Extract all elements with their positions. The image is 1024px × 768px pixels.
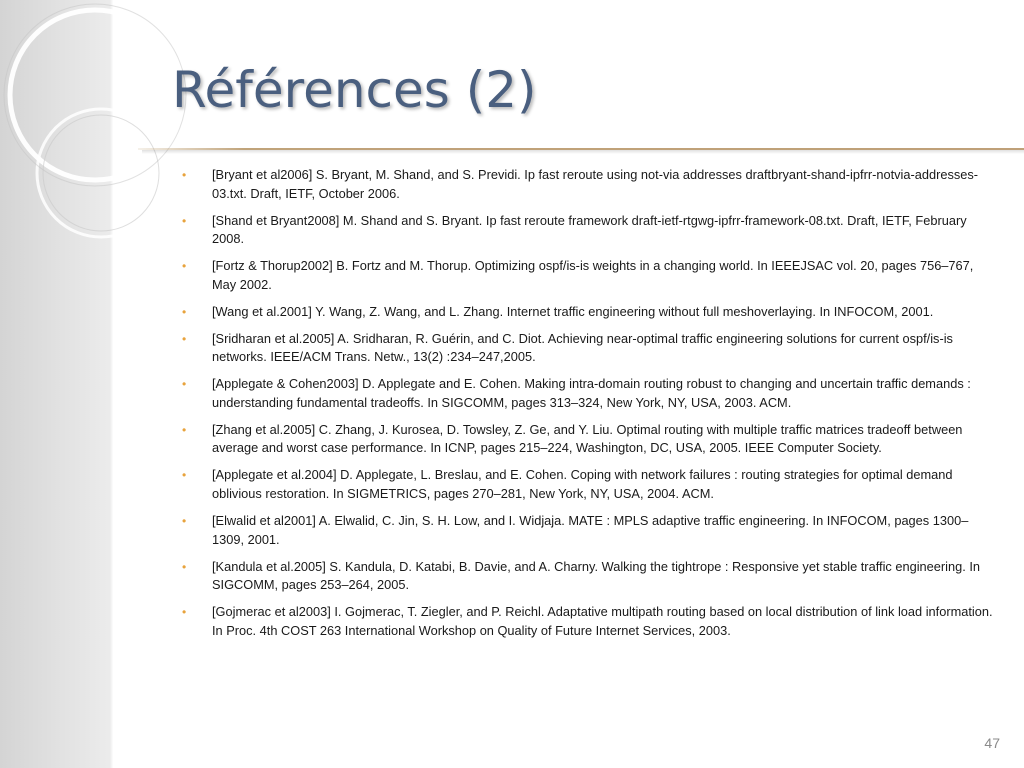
- bullet-icon: •: [182, 559, 187, 574]
- reference-text: [Bryant et al2006] S. Bryant, M. Shand, and S. Previdi. Ip fast reroute using not-via addresses draftbryant-shand-ipfrr-notvia-addresses-03.txt. Draft, IETF, October 2006.: [212, 167, 979, 201]
- reference-text: [Kandula et al.2005] S. Kandula, D. Katabi, B. Davie, and A. Charny. Walking the tightrope : Responsive yet stable traffic engineering. In SIGCOMM, pages 253–264, 2005.: [212, 558, 981, 593]
- bullet-icon: •: [182, 304, 187, 319]
- reference-item: [180, 257, 995, 294]
- page-number: 47: [984, 735, 1000, 751]
- reference-item: [180, 466, 995, 503]
- bullet-icon: •: [182, 168, 187, 182]
- reference-item: [180, 330, 995, 367]
- reference-item: [180, 558, 995, 595]
- reference-text: [Fortz & Thorup2002] B. Fortz and M. Thorup. Optimizing ospf/is-is weights in a changing world. In IEEEJSAC vol. 20, pages 756–767, May 2002.: [212, 258, 974, 292]
- reference-text: [Wang et al.2001] Y. Wang, Z. Wang, and L. Zhang. Internet traffic engineering without full meshoverlaying. In INFOCOM, 2001.: [212, 303, 934, 319]
- reference-text: [Zhang et al.2005] C. Zhang, J. Kurosea, D. Towsley, Z. Ge, and Y. Liu. Optimal routing with multiple traffic matrices tradeoff between average and worst case performance. In ICNP, pages 215–224, Washington, DC, USA, 2005. IEEE Computer Society.: [212, 421, 963, 456]
- bullet-icon: •: [182, 514, 187, 529]
- reference-item: [180, 421, 995, 458]
- reference-item: [180, 603, 995, 640]
- bullet-icon: •: [182, 259, 187, 274]
- reference-item: [180, 303, 995, 322]
- reference-text: [Sridharan et al.2005] A. Sridharan, R. Guérin, and C. Diot. Achieving near-optimal traffic engineering solutions for current ospf/is-is networks. IEEE/ACM Trans. Netw., 13(2) :234–247,2005.: [212, 330, 953, 365]
- bullet-icon: •: [182, 605, 187, 620]
- reference-text: [Shand et Bryant2008] M. Shand and S. Bryant. Ip fast reroute framework draft-ietf-rtgwg-ipfrr-framework-08.txt. Draft, IETF, February 2008.: [212, 212, 967, 247]
- title-underline: [138, 145, 1024, 154]
- reference-item: [180, 512, 995, 549]
- reference-text: [Gojmerac et al2003] I. Gojmerac, T. Ziegler, and P. Reichl. Adaptative multipath routing based on local distribution of link load information. In Proc. 4th COST 263 International Workshop on Quality of Future Internet Services, 2003.: [212, 604, 993, 638]
- reference-item: [180, 375, 995, 412]
- reference-text: [Applegate & Cohen2003] D. Applegate and E. Cohen. Making intra-domain routing robust to changing and uncertain traffic demands : understanding fundamental tradeoffs. In SIGCOMM, pages 313–324, New York, NY, USA, 2003. ACM.: [212, 376, 971, 410]
- reference-item: [180, 212, 995, 249]
- bullet-icon: •: [182, 422, 187, 437]
- bullet-icon: •: [182, 213, 187, 228]
- bullet-icon: •: [182, 331, 187, 346]
- bullet-icon: •: [182, 377, 187, 392]
- reference-item: [180, 166, 995, 203]
- reference-text: [Elwalid et al2001] A. Elwalid, C. Jin, S. H. Low, and I. Widjaja. MATE : MPLS adaptive traffic engineering. In INFOCOM, pages 1300–1309, 2001.: [212, 513, 969, 547]
- slide-title: Références (2): [172, 61, 537, 119]
- reference-text: [Applegate et al.2004] D. Applegate, L. Breslau, and E. Cohen. Coping with network failures : routing strategies for optimal demand oblivious restoration. In SIGMETRICS, pages 270–281, New York, NY, USA, 2004. ACM.: [212, 467, 953, 502]
- bullet-icon: •: [182, 468, 187, 483]
- reference-list: [180, 166, 995, 649]
